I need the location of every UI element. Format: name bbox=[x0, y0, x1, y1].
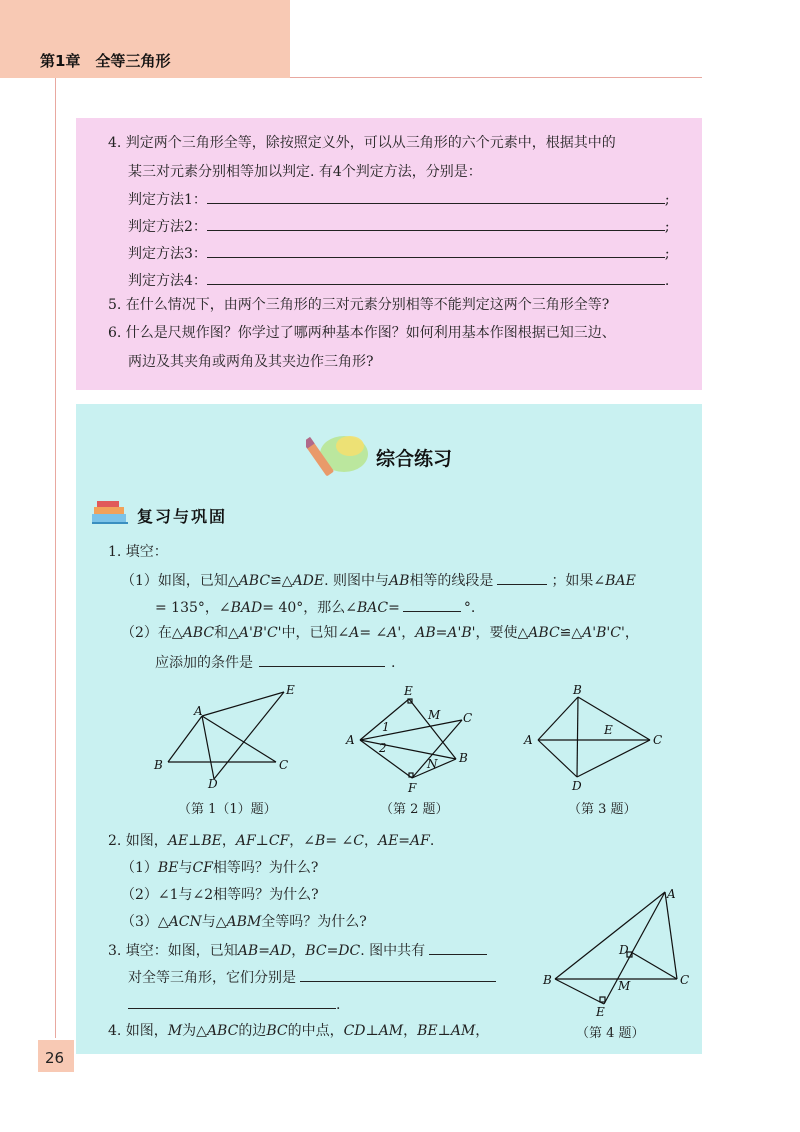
fig2-label: M bbox=[428, 708, 441, 722]
q3-text-c: ， bbox=[291, 943, 306, 959]
math-bad: BAD bbox=[230, 600, 263, 616]
fig4-segment-be bbox=[555, 979, 604, 1004]
math-m: M bbox=[167, 1023, 183, 1039]
method-4-end: . bbox=[664, 273, 670, 289]
fig2-label: C bbox=[463, 711, 473, 725]
math-acn: ACN bbox=[168, 914, 202, 930]
q1-1-blank[interactable] bbox=[497, 570, 547, 585]
math-a1b1c1-2: A'B'C' bbox=[582, 625, 625, 641]
q2-1-line bbox=[121, 859, 318, 877]
figure-3 bbox=[520, 682, 670, 794]
q3-line bbox=[108, 940, 487, 960]
q1-2-text-c: = bbox=[388, 600, 400, 616]
fig1-label: E bbox=[286, 683, 295, 697]
math-be-3: BE bbox=[417, 1023, 438, 1039]
math-abc: ABC bbox=[238, 573, 271, 589]
fig3-label: C bbox=[653, 733, 663, 747]
fig4-label: A bbox=[667, 887, 676, 901]
fig1-segment-ad bbox=[202, 716, 214, 779]
method-4-label: 判定方法4： bbox=[128, 273, 207, 289]
q2-2-line: （2）∠1与∠2相等吗？为什么? bbox=[121, 887, 319, 903]
math-abc-4: ABC bbox=[206, 1023, 239, 1039]
q3-blank-2[interactable] bbox=[300, 967, 496, 982]
margin-rule bbox=[55, 78, 56, 1038]
q2-text-c: ， bbox=[221, 833, 236, 849]
fig3-segment-ab bbox=[538, 697, 578, 740]
fig1-segment-ae bbox=[202, 692, 284, 716]
method-3 bbox=[128, 243, 670, 263]
q2-text-a: 2. 如图， bbox=[108, 833, 168, 849]
q1-2-text-b: = 40°，那么∠ bbox=[262, 600, 357, 616]
method-4 bbox=[128, 270, 669, 290]
books-icon bbox=[88, 498, 132, 526]
math-abc-2: ABC bbox=[182, 625, 215, 641]
fig1-label: C bbox=[279, 758, 289, 772]
q3-2-text: 对全等三角形，它们分别是 bbox=[128, 970, 296, 986]
fig4-right-angle-mark bbox=[600, 997, 605, 1002]
method-2 bbox=[128, 216, 670, 236]
fig1-segment-ba bbox=[168, 716, 202, 762]
q3-blank-1[interactable] bbox=[429, 940, 487, 955]
q3-2-line bbox=[128, 967, 496, 987]
fig3-segment-bc bbox=[578, 697, 650, 740]
caption-fig3: （第 3 题） bbox=[568, 802, 637, 817]
math-ab-3: AB bbox=[237, 943, 259, 959]
q1-1-text-b: ≌△ bbox=[270, 573, 293, 589]
math-cf-2: CF bbox=[192, 860, 213, 876]
q2-3-line bbox=[121, 913, 367, 931]
fig4-segment-ab bbox=[555, 892, 665, 979]
math-am-2: AM bbox=[450, 1023, 476, 1039]
math-ade: ADE bbox=[292, 573, 325, 589]
method-2-blank[interactable] bbox=[207, 216, 665, 231]
q1-3-text-f: = bbox=[435, 625, 448, 641]
q4-text-f: ， bbox=[403, 1023, 418, 1039]
q1-head: 1. 填空： bbox=[108, 544, 168, 560]
q1-3-text-b: 和△ bbox=[214, 625, 239, 641]
q2-line bbox=[108, 832, 434, 850]
method-1 bbox=[128, 189, 670, 209]
math-bc-2: BC bbox=[266, 1023, 288, 1039]
fig3-label: A bbox=[524, 733, 533, 747]
q2-text-i: . bbox=[429, 833, 435, 849]
fig2-label: E bbox=[404, 684, 413, 698]
q1-3-text-g: ，要使△ bbox=[475, 625, 529, 641]
fig4-segment-ae bbox=[604, 892, 665, 1004]
math-a1b1: A'B' bbox=[447, 625, 476, 641]
method-3-blank[interactable] bbox=[207, 243, 665, 258]
q2-1-text-a: （1） bbox=[121, 860, 158, 876]
method-3-end: ; bbox=[664, 246, 670, 262]
fig4-segment-ac bbox=[665, 892, 677, 979]
method-1-label: 判定方法1： bbox=[128, 192, 207, 208]
fig3-label: B bbox=[573, 683, 582, 697]
fig1-label: B bbox=[154, 758, 163, 772]
fig3-segment-cd bbox=[577, 740, 650, 777]
section-title: 综合练习 bbox=[376, 448, 453, 470]
caption-fig2: （第 2 题） bbox=[380, 802, 449, 817]
q1-1-text-c: . 则图中与 bbox=[324, 573, 390, 589]
fig1-segment-ed bbox=[214, 692, 284, 779]
q2-text-e: ，∠ bbox=[289, 833, 316, 849]
q1-3-text-d: = ∠ bbox=[359, 625, 388, 641]
math-ab: AB bbox=[389, 573, 410, 589]
method-1-blank[interactable] bbox=[207, 189, 665, 204]
fig3-segment-da bbox=[538, 740, 577, 777]
q1-2-line bbox=[155, 597, 475, 617]
q1-3-text-a: （2）在△ bbox=[121, 625, 183, 641]
q4-line1: 4. 判定两个三角形全等，除按照定义外，可以从三角形的六个元素中，根据其中的 bbox=[108, 135, 616, 151]
figure-2 bbox=[342, 682, 482, 794]
q1-4-end: . bbox=[391, 655, 396, 671]
math-abm: ABM bbox=[226, 914, 262, 930]
fig2-label: 2 bbox=[379, 741, 387, 755]
fig4-label: D bbox=[619, 943, 629, 957]
q1-3-text-h: ≌△ bbox=[559, 625, 583, 641]
fig4-label: B bbox=[543, 973, 552, 987]
q1-1-text-d: 相等的线段是 bbox=[409, 573, 494, 589]
q1-3-line bbox=[121, 624, 639, 642]
math-be-2: BE bbox=[157, 860, 179, 876]
method-2-label: 判定方法2： bbox=[128, 219, 207, 235]
q2-text-g: ， bbox=[363, 833, 378, 849]
method-4-blank[interactable] bbox=[207, 270, 665, 285]
q3-3-line bbox=[128, 994, 340, 1014]
q1-4-blank[interactable] bbox=[259, 652, 385, 667]
q5: 5. 在什么情况下，由两个三角形的三对元素分别相等不能判定这两个三角形全等? bbox=[108, 297, 610, 313]
q4-line2: 某三对元素分别相等加以判定. 有4个判定方法，分别是： bbox=[128, 164, 482, 180]
math-b: B bbox=[315, 833, 326, 849]
q4-text-d: 的中点， bbox=[287, 1023, 344, 1039]
q4-text-b: 为△ bbox=[182, 1023, 207, 1039]
math-a1b1c1: A'B'C' bbox=[238, 625, 282, 641]
q4-text-a: 4. 如图， bbox=[108, 1023, 168, 1039]
q1-4-line bbox=[155, 652, 395, 672]
q3-text-e: . 图中共有 bbox=[360, 943, 426, 959]
q3-text-b: = bbox=[258, 943, 270, 959]
fig4-segment-dc bbox=[631, 952, 677, 979]
math-abc-3: ABC bbox=[528, 625, 560, 641]
method-1-end: ; bbox=[664, 192, 670, 208]
caption-fig1: （第 1（1）题） bbox=[178, 802, 277, 817]
fig2-label: A bbox=[346, 733, 355, 747]
q4-text-e: ⊥ bbox=[365, 1023, 379, 1039]
fig2-label: B bbox=[459, 751, 468, 765]
figure-1 bbox=[148, 682, 308, 792]
math-bc: BC bbox=[305, 943, 327, 959]
math-af-2: AF bbox=[410, 833, 430, 849]
fig3-label: D bbox=[572, 779, 582, 793]
q2-text-f: = ∠ bbox=[325, 833, 354, 849]
math-bac: BAC bbox=[357, 600, 389, 616]
chapter-title: 第1章 全等三角形 bbox=[40, 52, 171, 70]
fig4-label: C bbox=[680, 973, 690, 987]
q2-3-text-c: 全等吗？为什么? bbox=[261, 914, 367, 930]
math-dc: DC bbox=[338, 943, 361, 959]
q1-3-text-c: 中，已知∠ bbox=[281, 625, 350, 641]
math-af: AF bbox=[235, 833, 256, 849]
q4-text-g: ⊥ bbox=[437, 1023, 451, 1039]
fig1-label: A bbox=[194, 704, 203, 718]
math-ae-2: AE bbox=[377, 833, 399, 849]
q2-3-text-a: （3）△ bbox=[121, 914, 169, 930]
q2-text-h: = bbox=[398, 833, 411, 849]
fig2-label: N bbox=[427, 757, 438, 771]
page-number: 26 bbox=[45, 1049, 65, 1067]
q2-3-text-b: 与△ bbox=[201, 914, 227, 930]
q3-3-end: . bbox=[336, 997, 341, 1013]
q4-line bbox=[108, 1022, 489, 1040]
q1-1-text-a: （1）如图，已知△ bbox=[121, 573, 239, 589]
q3-text-a: 3. 填空：如图，已知 bbox=[108, 943, 238, 959]
q1-3-text-e: ， bbox=[401, 625, 416, 641]
q2-text-b: ⊥ bbox=[188, 833, 202, 849]
q2-1-text-b: 与 bbox=[178, 860, 193, 876]
q3-text-d: = bbox=[326, 943, 339, 959]
math-be: BE bbox=[201, 833, 222, 849]
math-a: A bbox=[349, 625, 360, 641]
method-2-end: ; bbox=[664, 219, 670, 235]
q2-1-text-c: 相等吗？为什么? bbox=[212, 860, 319, 876]
fig2-label: 1 bbox=[382, 720, 390, 734]
fig4-label: E bbox=[596, 1005, 605, 1019]
q6-line1: 6. 什么是尺规作图？你学过了哪两种基本作图？如何利用基本作图根据已知三边、 bbox=[108, 325, 616, 341]
subsection-title: 复习与巩固 bbox=[137, 507, 228, 526]
math-am: AM bbox=[378, 1023, 404, 1039]
q3-blank-3[interactable] bbox=[128, 994, 336, 1009]
fig1-segment-ac bbox=[202, 716, 276, 762]
math-bae: BAE bbox=[605, 573, 636, 589]
q1-3-text-i: ， bbox=[624, 625, 639, 641]
q4-text-h: ， bbox=[475, 1023, 490, 1039]
q6-line2: 两边及其夹角或两角及其夹边作三角形? bbox=[128, 354, 374, 370]
math-ae: AE bbox=[167, 833, 189, 849]
fig3-segment-bd bbox=[577, 697, 578, 777]
q2-text-d: ⊥ bbox=[255, 833, 269, 849]
q1-2-text-a: = 135°，∠ bbox=[155, 600, 231, 616]
fig2-right-angle-mark bbox=[409, 773, 413, 777]
q1-2-text-d: °. bbox=[463, 600, 476, 616]
fig4-label: M bbox=[618, 979, 631, 993]
pencil-icon bbox=[306, 430, 370, 480]
math-a1: A' bbox=[387, 625, 402, 641]
method-3-label: 判定方法3： bbox=[128, 246, 207, 262]
math-cf: CF bbox=[268, 833, 290, 849]
header-rule bbox=[290, 77, 702, 78]
q1-2-blank[interactable] bbox=[403, 597, 461, 612]
math-cd: CD bbox=[343, 1023, 366, 1039]
math-ad: AD bbox=[269, 943, 292, 959]
fig1-label: D bbox=[208, 777, 218, 791]
fig3-label: E bbox=[604, 723, 613, 737]
figure-4 bbox=[540, 884, 700, 1020]
fig2-label: F bbox=[408, 781, 417, 794]
q1-1-line bbox=[121, 570, 636, 590]
math-c: C bbox=[353, 833, 364, 849]
math-ab-2: AB bbox=[415, 625, 436, 641]
q1-1-text-e: ；如果∠ bbox=[551, 573, 606, 589]
q1-4-text: 应添加的条件是 bbox=[155, 655, 253, 671]
q4-text-c: 的边 bbox=[238, 1023, 267, 1039]
caption-fig4: （第 4 题） bbox=[576, 1026, 645, 1041]
